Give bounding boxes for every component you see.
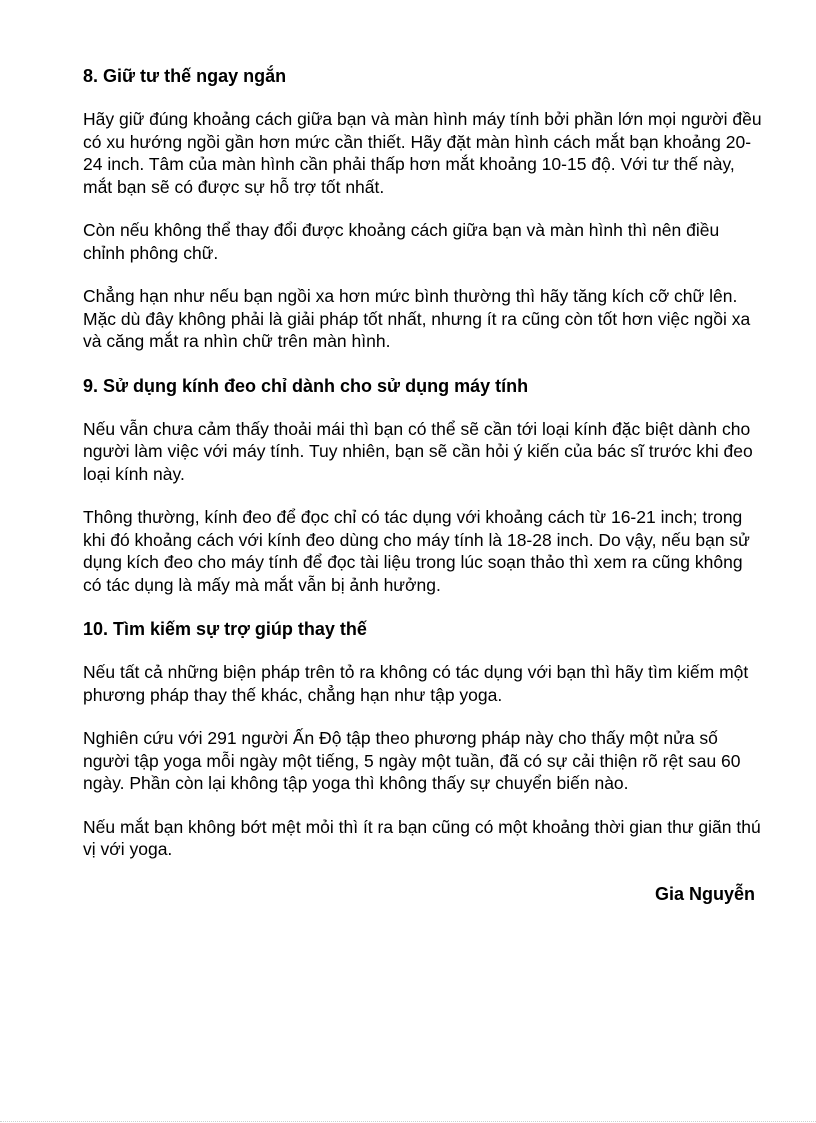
section-heading: 10. Tìm kiếm sự trợ giúp thay thế	[83, 619, 367, 639]
section-8	[83, 64, 763, 353]
paragraph: Nghiên cứu với 291 người Ấn Độ tập theo phương pháp này cho thấy một nửa số người tập yoga mỗi ngày một tiếng, 5 ngày một tuần, đã có sự cải thiện rõ rệt sau 60 ngày. Phần còn lại không tập yoga thì không thấy sự chuyển biến nào.	[83, 728, 741, 793]
paragraph: Còn nếu không thể thay đổi được khoảng cách giữa bạn và màn hình thì nên điều chỉnh phông chữ.	[83, 220, 720, 263]
section-9	[83, 374, 763, 597]
paragraph: Thông thường, kính đeo để đọc chỉ có tác dụng với khoảng cách từ 16-21 inch; trong khi đó khoảng cách với kính đeo dùng cho máy tính là 18-28 inch. Do vậy, nếu bạn sử dụng kích đeo cho máy tính để đọc tài liệu trong lúc soạn thảo thì xem ra cũng không có tác dụng là mấy mà mắt vẫn bị ảnh hưởng.	[83, 507, 750, 595]
paragraph: Nếu mắt bạn không bớt mệt mỏi thì ít ra bạn cũng có một khoảng thời gian thư giãn thú vị với yoga.	[83, 816, 761, 859]
document-page	[83, 64, 763, 906]
section-heading: 8. Giữ tư thế ngay ngắn	[83, 66, 287, 86]
author-signature: Gia Nguyễn	[654, 883, 755, 904]
page-bottom-divider	[0, 1121, 816, 1122]
paragraph: Nếu vẫn chưa cảm thấy thoải mái thì bạn có thể sẽ cần tới loại kính đặc biệt dành cho người làm việc với máy tính. Tuy nhiên, bạn sẽ cần hỏi ý kiến của bác sĩ trước khi đeo loại kính này.	[83, 418, 753, 484]
paragraph: Nếu tất cả những biện pháp trên tỏ ra không có tác dụng với bạn thì hãy tìm kiếm một phương pháp thay thế khác, chẳng hạn như tập yoga.	[83, 662, 749, 705]
paragraph: Hãy giữ đúng khoảng cách giữa bạn và màn hình máy tính bởi phần lớn mọi người đều có xu hướng ngồi gần hơn mức cần thiết. Hãy đặt màn hình cách mắt bạn khoảng 20-24 inch. Tâm của màn hình cần phải thấp hơn mắt khoảng 10-15 độ. Với tư thế này, mắt bạn sẽ có được sự hỗ trợ tốt nhất.	[83, 109, 762, 197]
section-10	[83, 617, 763, 861]
section-heading: 9. Sử dụng kính đeo chỉ dành cho sử dụng máy tính	[83, 375, 529, 396]
paragraph: Chẳng hạn như nếu bạn ngồi xa hơn mức bình thường thì hãy tăng kích cỡ chữ lên. Mặc dù đây không phải là giải pháp tốt nhất, nhưng ít ra cũng còn tốt hơn việc ngồi xa và căng mắt ra nhìn chữ trên màn hình.	[83, 286, 751, 351]
